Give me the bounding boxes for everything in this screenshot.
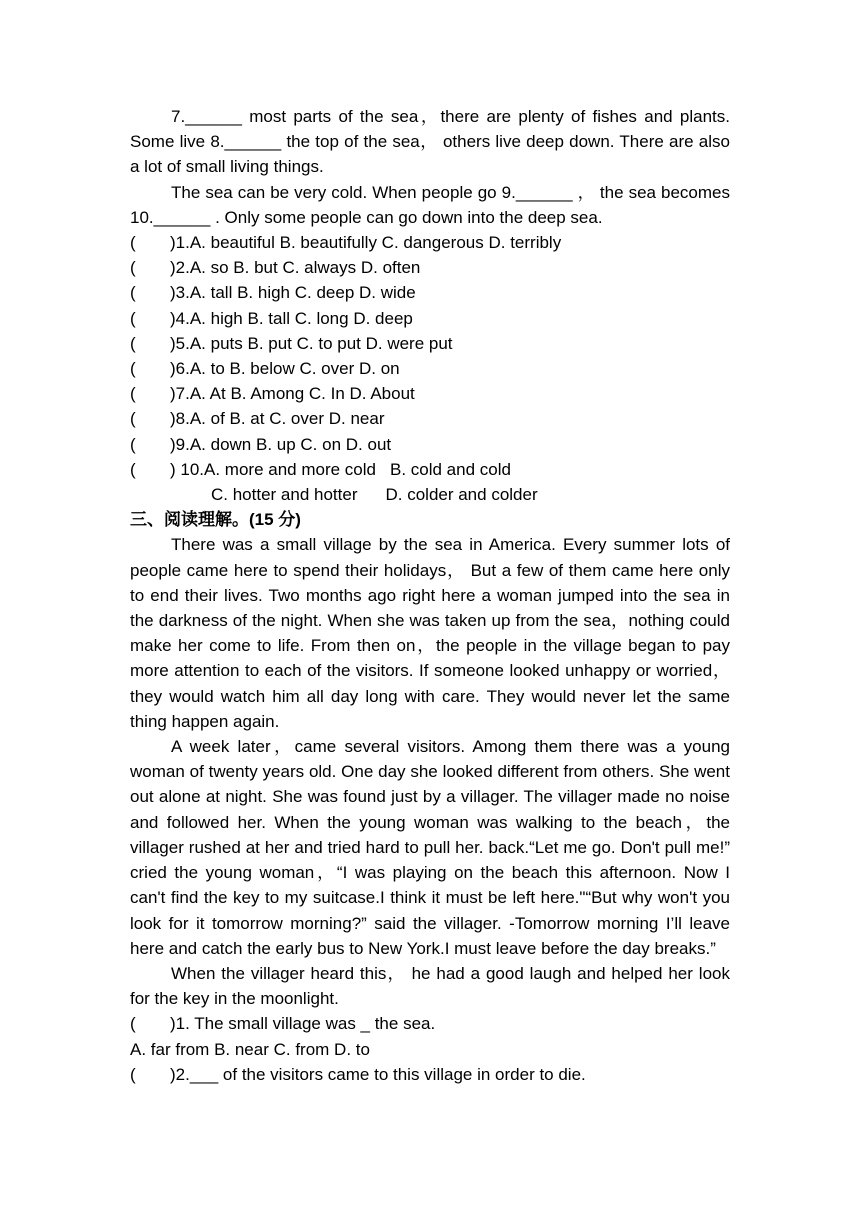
document-page: [130, 104, 730, 1087]
answer-paren: (: [130, 283, 136, 303]
question-text: )9.A. down B. up C. on D. out: [170, 434, 392, 454]
cloze-question-5: [130, 331, 730, 356]
question-text: )2.A. so B. but C. always D. often: [170, 258, 421, 278]
reading-question-2: [130, 1062, 730, 1087]
answer-paren: (: [130, 233, 136, 253]
question-text: )1.A. beautiful B. beautifully C. dangerous D. terribly: [170, 233, 562, 253]
option-c: C. hotter and hotter: [211, 485, 358, 505]
cloze-question-2: [130, 255, 730, 280]
cloze-question-1: [130, 230, 730, 255]
answer-paren: (: [130, 333, 136, 353]
cloze-paragraph-2: The sea can be very cold. When people go 9.______ ， the sea becomes 10.______ . Only some people can go down into the deep sea.: [130, 182, 730, 227]
reading-paragraph-1: There was a small village by the sea in America. Every summer lots of people came here to spend their holidays， But a few of them came here only to end their lives. Two months ago right here a woman jumped into the sea in the darkness of the night. When she was taken up from the sea，nothing could make her come to life. From then on，the people in the village began to pay more attention to each of the visitors. If someone looked unhappy or worried， they would watch him all day long with care. They would never let the same thing happen again.: [130, 535, 730, 731]
section-heading: 三、阅读理解。(15 分): [130, 510, 301, 530]
reading-question-1-options: A. far from B. near C. from D. to: [130, 1039, 370, 1059]
answer-paren: (: [130, 308, 136, 328]
answer-paren: (: [130, 434, 136, 454]
option-b: B. cold and cold: [389, 459, 511, 479]
answer-paren: (: [130, 258, 136, 278]
reading-paragraph-2: A week later，came several visitors. Among them there was a young woman of twenty years old. One day she looked different from others. She went out alone at night. She was found just by a villager. The villager made no noise and followed her. When the young woman was walking to the beach，the villager rushed at her and tried hard to pull her. back.“Let me go. Don't pull me!” cried the young woman，“I was playing on the beach this afternoon. Now I can't find the key to my suitcase.I think it must be left here."“But why won't you look for it tomorrow morning?” said the villager. -Tomorrow morning I’ll leave here and catch the early bus to New York.I must leave before the day breaks.”: [130, 737, 730, 958]
answer-paren: (: [130, 1064, 136, 1084]
cloze-question-10: [130, 457, 730, 482]
cloze-paragraph-1: 7.______ most parts of the sea，there are plenty of fishes and plants. Some live 8.______ the top of the sea， others live deep down. There are also a lot of small living things.: [130, 107, 730, 177]
answer-paren: (: [130, 459, 136, 479]
option-d: D. colder and colder: [385, 485, 538, 505]
answer-paren: (: [130, 359, 136, 379]
cloze-question-10-options: [130, 482, 730, 507]
cloze-question-6: [130, 356, 730, 381]
question-text: )1. The small village was _ the sea.: [170, 1014, 436, 1034]
answer-paren: (: [130, 409, 136, 429]
cloze-question-8: [130, 406, 730, 431]
cloze-options-list: [130, 230, 730, 507]
question-text: )8.A. of B. at C. over D. near: [170, 409, 385, 429]
reading-question-1: [130, 1011, 730, 1036]
cloze-question-9: [130, 432, 730, 457]
cloze-question-4: [130, 306, 730, 331]
question-text: )4.A. high B. tall C. long D. deep: [170, 308, 413, 328]
cloze-question-7: [130, 381, 730, 406]
question-text: )3.A. tall B. high C. deep D. wide: [170, 283, 416, 303]
question-text: )5.A. puts B. put C. to put D. were put: [170, 333, 453, 353]
cloze-question-3: [130, 280, 730, 305]
question-text: )6.A. to B. below C. over D. on: [170, 359, 400, 379]
answer-paren: (: [130, 1014, 136, 1034]
question-text: )7.A. At B. Among C. In D. About: [170, 384, 415, 404]
answer-paren: (: [130, 384, 136, 404]
reading-paragraph-3: When the villager heard this， he had a good laugh and helped her look for the key in the moonlight.: [130, 963, 730, 1009]
question-text: ) 10.A. more and more cold: [170, 459, 376, 479]
question-text: )2.___ of the visitors came to this village in order to die.: [170, 1064, 586, 1084]
